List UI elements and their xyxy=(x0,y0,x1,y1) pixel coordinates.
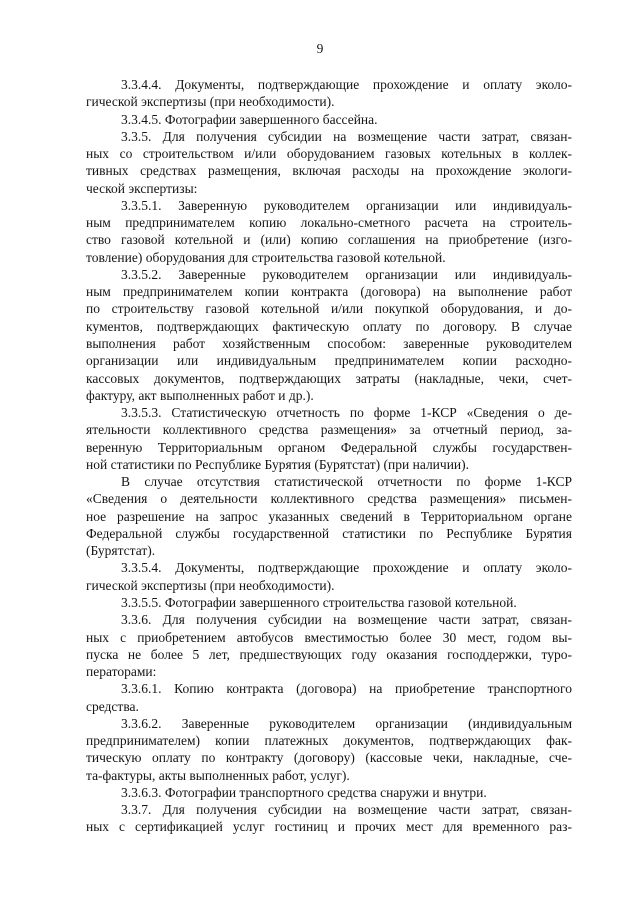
text-line: ство газовой котельной и (или) копию соглашения на приобретение (изго- xyxy=(86,232,572,248)
text-line: 3.3.4.5. Фотографии завершенного бассейна. xyxy=(121,111,378,127)
text-line: предпринимателем) копии платежных документов, подтверждающих фак- xyxy=(86,733,572,749)
text-line: (Бурятстат). xyxy=(86,543,156,559)
text-line: товление) оборудования для строительства газовой котельной. xyxy=(86,249,446,265)
text-line: 3.3.5.5. Фотографии завершенного строительства газовой котельной. xyxy=(121,594,517,610)
text-line: 3.3.7. Для получения субсидии на возмещение части затрат, связан- xyxy=(121,802,572,818)
text-line: 3.3.5.2. Заверенные руководителем организации или индивидуаль- xyxy=(121,266,572,282)
text-line: В случае отсутствия статистической отчетности по форме 1-КСР xyxy=(121,474,572,490)
text-line: «Сведения о деятельности коллективного средства размещения» письмен- xyxy=(86,491,572,507)
text-line: по строительству газовой котельной и/или покупкой оборудования, и до- xyxy=(86,301,572,317)
text-line: та-фактуры, акты выполненных работ, услуг). xyxy=(86,767,350,783)
text-line: пуска не более 5 лет, предшествующих году оказания господдержки, туро- xyxy=(86,646,572,662)
text-line: средства. xyxy=(86,698,139,714)
text-line: организации или индивидуальным предпринимателем копии расходно- xyxy=(86,353,572,369)
text-line: ным предпринимателем копию локально-сметного расчета на строитель- xyxy=(86,215,572,231)
text-line: ятельности коллективного средства размещения» за отчетный период, за- xyxy=(86,422,572,438)
text-line: ным предпринимателем копии контракта (договора) на выполнение работ xyxy=(86,284,572,300)
text-line: ной статистики по Республике Бурятия (Бурятстат) (при наличии). xyxy=(86,456,470,472)
text-line: тивных средствах размещения, включая расходы на прохождение экологи- xyxy=(86,163,572,179)
text-line: кументов, подтверждающих фактическую оплату по договору. В случае xyxy=(86,318,572,334)
text-line: веренную Территориальным органом Федеральной службы государствен- xyxy=(86,439,572,455)
text-line: ческой экспертизы: xyxy=(86,180,198,196)
text-line: 3.3.4.4. Документы, подтверждающие прохождение и оплату эколо- xyxy=(121,77,572,92)
text-line: ных с приобретением автобусов вместимостью более 30 мест, годом вы- xyxy=(86,629,572,645)
text-line: ных со строительством и/или оборудованием газовых котельных в коллек- xyxy=(86,146,572,162)
text-line: ных с сертификацией услуг гостиниц и прочих мест для временного раз- xyxy=(86,819,572,835)
page-number: 9 xyxy=(316,41,324,56)
text-line: выполнения работ хозяйственным способом: заверенные руководителем xyxy=(86,335,572,351)
text-line: 3.3.6.3. Фотографии транспортного средства снаружи и внутри. xyxy=(121,784,487,800)
text-line: ператорами: xyxy=(86,664,157,680)
text-line: 3.3.6.1. Копию контракта (договора) на приобретение транспортного xyxy=(121,681,572,697)
text-line: гической экспертизы (при необходимости). xyxy=(86,577,335,593)
text-line: 3.3.6. Для получения субсидии на возмещение части затрат, связан- xyxy=(121,612,572,628)
text-line: 3.3.5.4. Документы, подтверждающие прохождение и оплату эколо- xyxy=(121,560,572,576)
text-line: тическую оплату по контракту (договору) (кассовые чеки, накладные, сче- xyxy=(86,750,572,766)
text-line: кассовых документов, подтверждающих затраты (накладные, чеки, счет- xyxy=(86,370,572,386)
text-line: 3.3.5. Для получения субсидии на возмещение части затрат, связан- xyxy=(121,128,572,144)
document-body xyxy=(86,76,572,836)
text-line: гической экспертизы (при необходимости). xyxy=(86,94,335,110)
text-line: фактуру, акт выполненных работ и др.). xyxy=(86,387,314,403)
text-line: 3.3.5.3. Статистическую отчетность по форме 1-КСР «Сведения о де- xyxy=(121,405,572,421)
text-line: Федеральной службы государственной статистики по Республике Бурятия xyxy=(86,525,572,541)
text-line: 3.3.5.1. Заверенную руководителем организации или индивидуаль- xyxy=(121,197,572,213)
text-line: 3.3.6.2. Заверенные руководителем организации (индивидуальным xyxy=(121,715,572,731)
text-line: ное разрешение на запрос указанных сведений в Территориальном органе xyxy=(86,508,572,524)
